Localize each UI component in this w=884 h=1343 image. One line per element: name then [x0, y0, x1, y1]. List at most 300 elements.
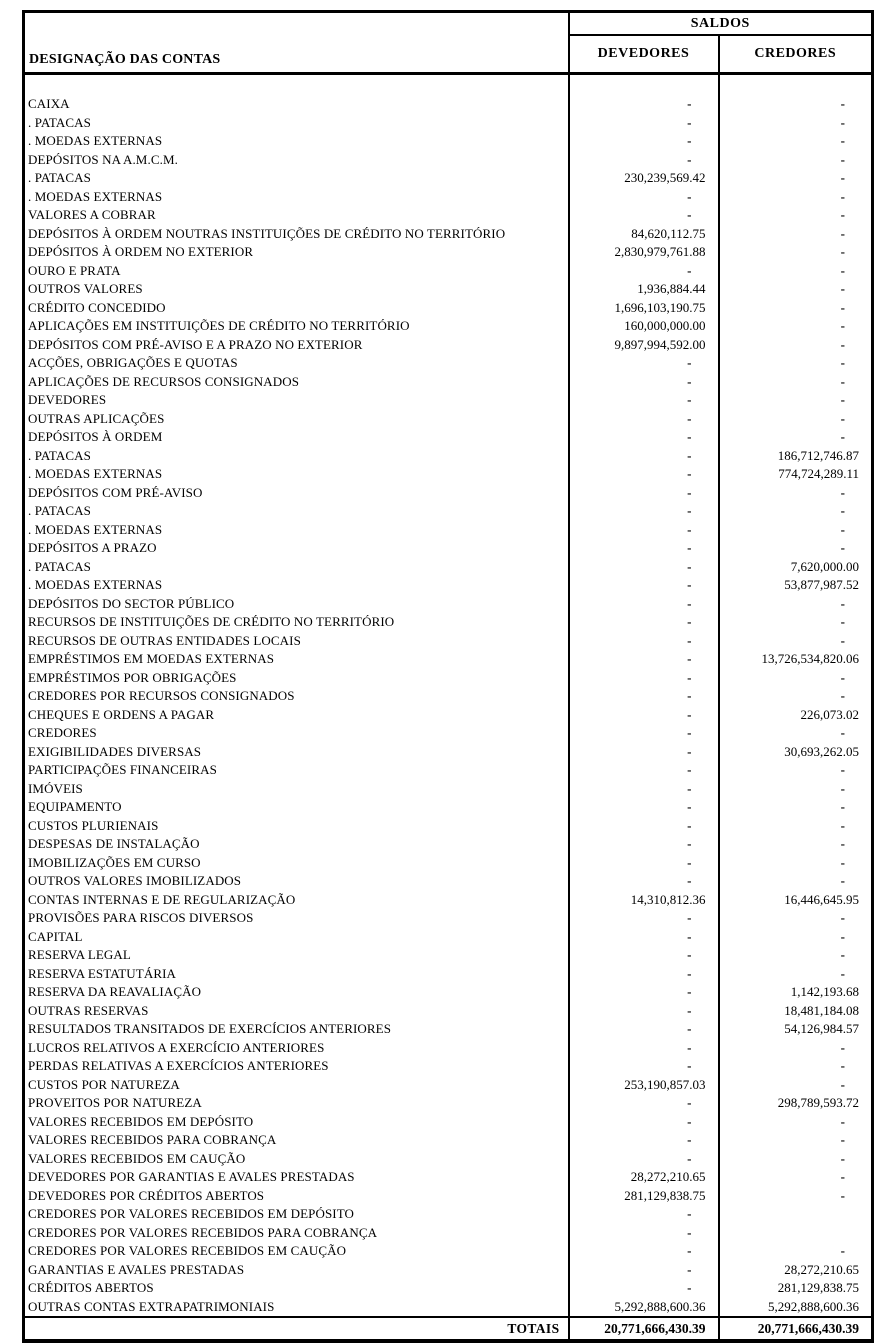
account-name: DEPÓSITOS À ORDEM NO EXTERIOR	[24, 243, 569, 262]
credores-value: 774,724,289.11	[778, 466, 859, 481]
nil-dash: -	[687, 207, 692, 222]
devedores-value	[569, 1279, 719, 1298]
account-name: APLICAÇÕES DE RECURSOS CONSIGNADOS	[24, 373, 569, 392]
devedores-value: 9,897,994,592.00	[569, 336, 719, 355]
account-name: PARTICIPAÇÕES FINANCEIRAS	[24, 761, 569, 780]
devedores-value	[569, 151, 719, 170]
devedores-value	[569, 262, 719, 281]
credores-value	[719, 280, 873, 299]
devedores-value	[569, 946, 719, 965]
table-row	[24, 595, 873, 614]
table-row	[24, 1150, 873, 1169]
credores-value	[719, 632, 873, 651]
account-name: VALORES RECEBIDOS PARA COBRANÇA	[24, 1131, 569, 1150]
nil-dash: -	[687, 595, 692, 611]
nil-dash: -	[840, 632, 845, 648]
devedores-value	[569, 706, 719, 725]
nil-dash: -	[840, 336, 845, 352]
devedores-value	[569, 798, 719, 817]
nil-dash: -	[840, 540, 845, 555]
devedores-value	[569, 687, 719, 706]
nil-dash: -	[840, 244, 845, 259]
table-row	[24, 299, 873, 318]
nil-dash: -	[687, 151, 692, 167]
nil-dash: -	[687, 521, 692, 537]
nil-dash: -	[687, 762, 692, 777]
table-row	[24, 188, 873, 207]
table-row	[24, 114, 873, 133]
devedores-value	[569, 447, 719, 466]
nil-dash: -	[840, 854, 845, 870]
nil-dash: -	[687, 1095, 692, 1110]
account-name: EXIGIBILIDADES DIVERSAS	[24, 743, 569, 762]
account-name: CAIXA	[24, 95, 569, 114]
table-row	[24, 132, 873, 151]
nil-dash: -	[687, 558, 692, 574]
nil-dash: -	[687, 133, 692, 148]
nil-dash: -	[840, 614, 845, 629]
devedores-value: 253,190,857.03	[569, 1076, 719, 1095]
credores-value: 186,712,746.87	[777, 447, 859, 463]
devedores-value	[569, 1205, 719, 1224]
credores-value	[719, 687, 873, 706]
credores-value	[719, 1187, 873, 1206]
devedores-value	[569, 1150, 719, 1169]
accounts-tbody	[24, 74, 873, 1318]
nil-dash: -	[840, 1132, 845, 1147]
table-row	[24, 761, 873, 780]
table-row	[24, 262, 873, 281]
nil-dash: -	[687, 466, 692, 481]
credores-value: 281,129,838.75	[777, 1280, 859, 1295]
table-row	[24, 354, 873, 373]
nil-dash: -	[840, 1076, 845, 1092]
account-name: DESPESAS DE INSTALAÇÃO	[24, 835, 569, 854]
credores-value	[719, 262, 873, 281]
credores-value	[719, 225, 873, 244]
credores-value	[719, 188, 873, 207]
devedores-value: 1,696,103,190.75	[569, 299, 719, 318]
credores-value	[719, 354, 873, 373]
credores-value: 18,481,184.08	[784, 1002, 859, 1018]
table-row	[24, 1205, 873, 1224]
nil-dash: -	[840, 207, 845, 222]
nil-dash: -	[840, 133, 845, 148]
devedores-value: 14,310,812.36	[569, 891, 719, 910]
credores-value	[719, 1076, 873, 1095]
credores-value	[719, 299, 873, 318]
nil-dash: -	[840, 151, 845, 167]
account-name: APLICAÇÕES EM INSTITUIÇÕES DE CRÉDITO NO TERRITÓRIO	[24, 317, 569, 336]
devedores-value	[569, 188, 719, 207]
credores-value	[719, 151, 873, 170]
nil-dash: -	[840, 262, 845, 278]
header-row-saldos	[24, 12, 873, 36]
account-name: RECURSOS DE OUTRAS ENTIDADES LOCAIS	[24, 632, 569, 651]
nil-dash: -	[687, 984, 692, 999]
table-row	[24, 1002, 873, 1021]
credores-value	[719, 132, 873, 151]
table-row	[24, 1279, 873, 1298]
table-row	[24, 724, 873, 743]
table-row	[24, 613, 873, 632]
account-name: OURO E PRATA	[24, 262, 569, 281]
account-name: DEPÓSITOS NA A.M.C.M.	[24, 151, 569, 170]
account-name: IMOBILIZAÇÕES EM CURSO	[24, 854, 569, 873]
table-row	[24, 891, 873, 910]
account-name: DEPÓSITOS COM PRÉ-AVISO E A PRAZO NO EXTERIOR	[24, 336, 569, 355]
table-row	[24, 521, 873, 540]
credores-value	[719, 872, 873, 891]
devedores-value	[569, 1020, 719, 1039]
table-row	[24, 484, 873, 503]
devedores-value	[569, 1261, 719, 1280]
credores-value	[719, 1039, 873, 1058]
totals-label: TOTAIS	[24, 1317, 569, 1341]
credores-value: 13,726,534,820.06	[761, 651, 859, 666]
nil-dash: -	[687, 632, 692, 648]
credores-value	[719, 835, 873, 854]
table-row	[24, 317, 873, 336]
table-row	[24, 1298, 873, 1318]
nil-dash: -	[687, 854, 692, 870]
account-name: CREDORES POR VALORES RECEBIDOS PARA COBRANÇA	[24, 1224, 569, 1243]
nil-dash: -	[840, 373, 845, 389]
devedores-value	[569, 983, 719, 1002]
nil-dash: -	[687, 355, 692, 370]
table-row	[24, 1020, 873, 1039]
account-name: CRÉDITO CONCEDIDO	[24, 299, 569, 318]
account-name: VALORES A COBRAR	[24, 206, 569, 225]
devedores-value	[569, 669, 719, 688]
nil-dash: -	[687, 96, 692, 111]
table-row	[24, 1168, 873, 1187]
nil-dash: -	[687, 114, 692, 130]
credores-value	[719, 1150, 873, 1169]
account-name: RESERVA ESTATUTÁRIA	[24, 965, 569, 984]
account-name: DEPÓSITOS COM PRÉ-AVISO	[24, 484, 569, 503]
credores-value	[719, 243, 873, 262]
nil-dash: -	[687, 669, 692, 685]
account-name: CREDORES POR RECURSOS CONSIGNADOS	[24, 687, 569, 706]
credores-value	[719, 114, 873, 133]
credores-value	[719, 780, 873, 799]
devedores-value	[569, 502, 719, 521]
table-row	[24, 206, 873, 225]
credores-value	[719, 521, 873, 540]
account-name: . MOEDAS EXTERNAS	[24, 465, 569, 484]
devedores-value: 281,129,838.75	[569, 1187, 719, 1206]
account-name: . MOEDAS EXTERNAS	[24, 521, 569, 540]
devedores-value	[569, 1002, 719, 1021]
nil-dash: -	[687, 577, 692, 592]
credores-value: 30,693,262.05	[784, 743, 859, 759]
credores-value	[719, 1113, 873, 1132]
table-row	[24, 928, 873, 947]
nil-dash: -	[687, 1002, 692, 1018]
table-row	[24, 909, 873, 928]
devedores-value: 160,000,000.00	[569, 317, 719, 336]
nil-dash: -	[687, 373, 692, 389]
nil-dash: -	[840, 1150, 845, 1166]
table-row	[24, 280, 873, 299]
devedores-value	[569, 1094, 719, 1113]
devedores-value	[569, 484, 719, 503]
nil-dash: -	[687, 540, 692, 555]
table-row	[24, 946, 873, 965]
devedores-value: 230,239,569.42	[569, 169, 719, 188]
credores-value	[719, 724, 873, 743]
account-name: . PATACAS	[24, 169, 569, 188]
devedores-value	[569, 817, 719, 836]
credores-value	[719, 854, 873, 873]
nil-dash: -	[840, 1169, 845, 1184]
account-name: PROVISÕES PARA RISCOS DIVERSOS	[24, 909, 569, 928]
nil-dash: -	[840, 595, 845, 611]
nil-dash: -	[840, 1058, 845, 1073]
devedores-value	[569, 595, 719, 614]
nil-dash: -	[840, 410, 845, 426]
credores-value	[719, 669, 873, 688]
devedores-value	[569, 1131, 719, 1150]
table-row	[24, 1076, 873, 1095]
devedores-value	[569, 1242, 719, 1261]
column-header-credores: CREDORES	[719, 35, 873, 74]
nil-dash: -	[840, 836, 845, 851]
table-row	[24, 872, 873, 891]
devedores-value	[569, 780, 719, 799]
devedores-value	[569, 95, 719, 114]
table-row	[24, 502, 873, 521]
account-name: OUTRAS APLICAÇÕES	[24, 410, 569, 429]
account-name: ACÇÕES, OBRIGAÇÕES E QUOTAS	[24, 354, 569, 373]
nil-dash: -	[840, 1113, 845, 1129]
nil-dash: -	[840, 780, 845, 796]
nil-dash: -	[687, 873, 692, 888]
balance-table	[22, 10, 874, 1343]
nil-dash: -	[687, 725, 692, 740]
devedores-value	[569, 373, 719, 392]
column-header-designacao: DESIGNAÇÃO DAS CONTAS	[24, 12, 569, 74]
table-row	[24, 373, 873, 392]
devedores-value	[569, 558, 719, 577]
devedores-value	[569, 632, 719, 651]
credores-value	[719, 1224, 873, 1243]
credores-value: 54,126,984.57	[784, 1021, 859, 1036]
account-name: DEVEDORES POR CRÉDITOS ABERTOS	[24, 1187, 569, 1206]
devedores-value	[569, 872, 719, 891]
nil-dash: -	[840, 170, 845, 185]
nil-dash: -	[840, 225, 845, 241]
account-name: CREDORES POR VALORES RECEBIDOS EM DEPÓSITO	[24, 1205, 569, 1224]
credores-value	[719, 798, 873, 817]
table-row	[24, 1094, 873, 1113]
nil-dash: -	[687, 1261, 692, 1277]
nil-dash: -	[840, 1039, 845, 1055]
column-header-devedores: DEVEDORES	[569, 35, 719, 74]
account-name: OUTRAS RESERVAS	[24, 1002, 569, 1021]
nil-dash: -	[840, 355, 845, 370]
nil-dash: -	[687, 484, 692, 500]
devedores-value	[569, 391, 719, 410]
nil-dash: -	[687, 503, 692, 518]
table-row	[24, 1057, 873, 1076]
credores-value	[719, 169, 873, 188]
nil-dash: -	[840, 299, 845, 315]
account-name: OUTROS VALORES IMOBILIZADOS	[24, 872, 569, 891]
credores-value	[719, 484, 873, 503]
credores-value	[719, 539, 873, 558]
credores-value: 1,142,193.68	[790, 984, 859, 999]
account-name: . MOEDAS EXTERNAS	[24, 132, 569, 151]
table-row	[24, 983, 873, 1002]
devedores-value	[569, 761, 719, 780]
nil-dash: -	[840, 762, 845, 777]
credores-value	[719, 391, 873, 410]
totals-devedores-value: 20,771,666,430.39	[569, 1317, 719, 1341]
devedores-value	[569, 743, 719, 762]
credores-value	[719, 317, 873, 336]
nil-dash: -	[687, 651, 692, 666]
table-row	[24, 336, 873, 355]
devedores-value	[569, 835, 719, 854]
nil-dash: -	[687, 1058, 692, 1073]
nil-dash: -	[840, 503, 845, 518]
nil-dash: -	[840, 188, 845, 204]
nil-dash: -	[840, 1243, 845, 1258]
nil-dash: -	[687, 947, 692, 962]
nil-dash: -	[840, 873, 845, 888]
account-name: DEPÓSITOS DO SECTOR PÚBLICO	[24, 595, 569, 614]
table-row	[24, 576, 873, 595]
nil-dash: -	[687, 410, 692, 426]
totals-row	[24, 1317, 873, 1341]
nil-dash: -	[687, 1039, 692, 1055]
table-row	[24, 1242, 873, 1261]
devedores-value	[569, 1113, 719, 1132]
nil-dash: -	[687, 392, 692, 407]
credores-value: 7,620,000.00	[790, 558, 859, 574]
account-name: GARANTIAS E AVALES PRESTADAS	[24, 1261, 569, 1280]
credores-value	[719, 1242, 873, 1261]
table-row	[24, 780, 873, 799]
credores-value	[719, 428, 873, 447]
nil-dash: -	[687, 614, 692, 629]
nil-dash: -	[687, 429, 692, 444]
table-row	[24, 243, 873, 262]
table-row	[24, 1039, 873, 1058]
credores-value	[719, 817, 873, 836]
credores-value	[719, 595, 873, 614]
devedores-value	[569, 1039, 719, 1058]
nil-dash: -	[840, 429, 845, 444]
credores-value	[719, 502, 873, 521]
nil-dash: -	[687, 928, 692, 944]
account-name: DEPÓSITOS À ORDEM NOUTRAS INSTITUIÇÕES DE CRÉDITO NO TERRITÓRIO	[24, 225, 569, 244]
table-row	[24, 687, 873, 706]
credores-value	[719, 965, 873, 984]
account-name: CONTAS INTERNAS E DE REGULARIZAÇÃO	[24, 891, 569, 910]
devedores-value: 1,936,884.44	[569, 280, 719, 299]
table-row	[24, 151, 873, 170]
account-name: CRÉDITOS ABERTOS	[24, 1279, 569, 1298]
devedores-value	[569, 521, 719, 540]
devedores-value	[569, 354, 719, 373]
devedores-value: 84,620,112.75	[569, 225, 719, 244]
spacer-row	[24, 74, 873, 96]
account-name: OUTRAS CONTAS EXTRAPATRIMONIAIS	[24, 1298, 569, 1318]
nil-dash: -	[687, 1224, 692, 1240]
nil-dash: -	[840, 114, 845, 130]
account-name: . MOEDAS EXTERNAS	[24, 576, 569, 595]
nil-dash: -	[687, 1150, 692, 1166]
nil-dash: -	[840, 669, 845, 685]
account-name: CUSTOS PLURIENAIS	[24, 817, 569, 836]
table-row	[24, 854, 873, 873]
nil-dash: -	[840, 521, 845, 537]
nil-dash: -	[840, 799, 845, 814]
devedores-value	[569, 539, 719, 558]
table-row	[24, 1187, 873, 1206]
nil-dash: -	[840, 910, 845, 925]
nil-dash: -	[687, 447, 692, 463]
credores-value	[719, 206, 873, 225]
account-name: VALORES RECEBIDOS EM DEPÓSITO	[24, 1113, 569, 1132]
account-name: PERDAS RELATIVAS A EXERCÍCIOS ANTERIORES	[24, 1057, 569, 1076]
devedores-value	[569, 613, 719, 632]
nil-dash: -	[840, 484, 845, 500]
devedores-value	[569, 1224, 719, 1243]
nil-dash: -	[840, 688, 845, 703]
credores-value: 5,292,888,600.36	[768, 1298, 859, 1314]
devedores-value	[569, 909, 719, 928]
credores-value: 53,877,987.52	[784, 577, 859, 592]
devedores-value	[569, 928, 719, 947]
account-name: IMÓVEIS	[24, 780, 569, 799]
credores-value	[719, 909, 873, 928]
account-name: CHEQUES E ORDENS A PAGAR	[24, 706, 569, 725]
nil-dash: -	[687, 1021, 692, 1036]
table-row	[24, 410, 873, 429]
nil-dash: -	[687, 688, 692, 703]
nil-dash: -	[840, 1187, 845, 1203]
nil-dash: -	[840, 392, 845, 407]
nil-dash: -	[687, 1206, 692, 1221]
nil-dash: -	[687, 706, 692, 722]
account-name: PROVEITOS POR NATUREZA	[24, 1094, 569, 1113]
devedores-value	[569, 576, 719, 595]
devedores-value	[569, 206, 719, 225]
nil-dash: -	[687, 1280, 692, 1295]
table-row	[24, 1224, 873, 1243]
table-row	[24, 835, 873, 854]
credores-value	[719, 1057, 873, 1076]
account-name: CREDORES POR VALORES RECEBIDOS EM CAUÇÃO	[24, 1242, 569, 1261]
account-name: OUTROS VALORES	[24, 280, 569, 299]
account-name: DEPÓSITOS A PRAZO	[24, 539, 569, 558]
devedores-value	[569, 724, 719, 743]
devedores-value: 5,292,888,600.36	[569, 1298, 719, 1318]
account-name: EQUIPAMENTO	[24, 798, 569, 817]
account-name: DEPÓSITOS À ORDEM	[24, 428, 569, 447]
credores-value: 28,272,210.65	[784, 1261, 859, 1277]
nil-dash: -	[687, 1113, 692, 1129]
nil-dash: -	[840, 817, 845, 833]
table-row	[24, 817, 873, 836]
devedores-value	[569, 428, 719, 447]
credores-value	[719, 761, 873, 780]
nil-dash: -	[687, 836, 692, 851]
